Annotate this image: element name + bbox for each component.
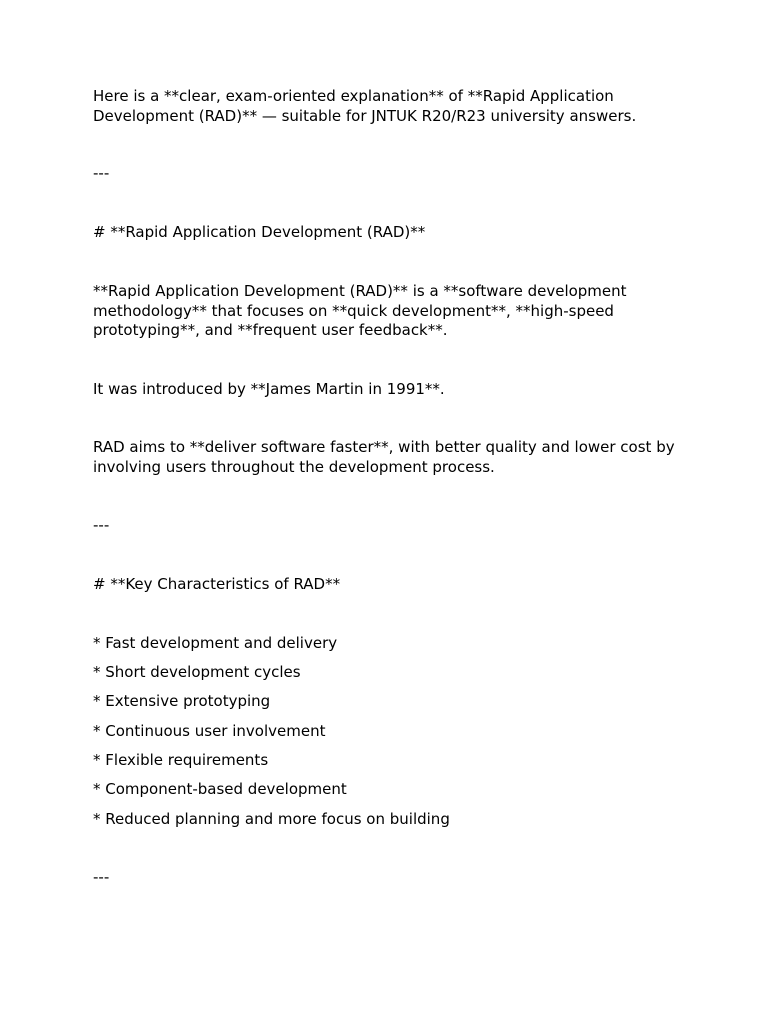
list-item: * Reduced planning and more focus on building <box>93 810 450 828</box>
definition-paragraph: **Rapid Application Development (RAD)** is a **software development methodology** that focuses on **quick development**, **high-speed prototyping**, and **frequent user feedback**. <box>93 282 627 339</box>
list-item: * Extensive prototyping <box>93 692 271 710</box>
introduced-paragraph: It was introduced by **James Martin in 1991**. <box>93 380 445 398</box>
list-item: * Component-based development <box>93 780 347 798</box>
section-heading-characteristics: # **Key Characteristics of RAD** <box>93 575 341 593</box>
separator: --- <box>93 164 110 182</box>
section-heading-rad: # **Rapid Application Development (RAD)** <box>93 223 426 241</box>
intro-paragraph: Here is a **clear, exam-oriented explanation** of **Rapid Application Development (RAD)** — suitable for JNTUK R20/R23 university answers. <box>93 87 637 125</box>
separator: --- <box>93 516 110 534</box>
aim-paragraph: RAD aims to **deliver software faster**, with better quality and lower cost by involving users throughout the development process. <box>93 438 675 476</box>
list-item: * Short development cycles <box>93 663 301 681</box>
separator: --- <box>93 868 110 886</box>
list-item: * Flexible requirements <box>93 751 269 769</box>
list-item: * Fast development and delivery <box>93 634 338 652</box>
list-item: * Continuous user involvement <box>93 722 326 740</box>
